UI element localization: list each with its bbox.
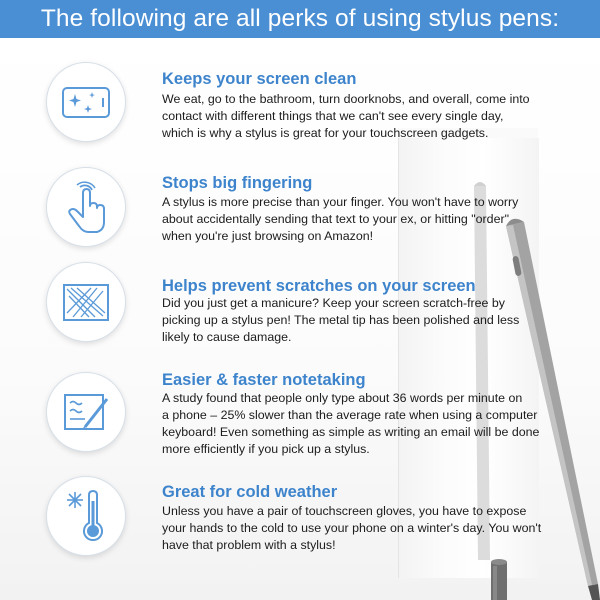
feature-description (162, 295, 582, 346)
feature-title: Easier & faster notetaking (162, 371, 366, 389)
description-line: about accidentally sending that text to your ex, or hitting "order" (162, 212, 509, 226)
description-line: which is why a stylus is great for your touchscreen gadgets. (162, 126, 489, 140)
feature-title: Stops big fingering (162, 174, 313, 192)
notepad-pen-icon (46, 372, 126, 452)
description-line: when you're just browsing on Amazon! (162, 229, 374, 243)
description-line: have that problem with a stylus! (162, 538, 336, 552)
feature-description (162, 194, 582, 245)
tap-hand-icon (46, 167, 126, 247)
scratched-screen-icon (46, 262, 126, 342)
description-line: more efficiently if you pick up a stylus. (162, 442, 370, 456)
feature-title: Great for cold weather (162, 483, 338, 501)
snowflake-thermometer-icon (46, 476, 126, 556)
feature-title: Keeps your screen clean (162, 70, 357, 88)
description-line: a phone – 25% slower than the average rate when using a computer (162, 408, 538, 422)
description-line: Unless you have a pair of touchscreen gloves, you have to expose (162, 504, 527, 518)
description-line: likely to cause damage. (162, 330, 292, 344)
page-title: The following are all perks of using stylus pens: (40, 5, 560, 32)
feature-description (162, 390, 582, 458)
feature-description (162, 91, 582, 142)
description-line: Did you just get a manicure? Keep your screen scratch-free by (162, 296, 505, 310)
description-line: We eat, go to the bathroom, turn doorknobs, and overall, come into (162, 92, 530, 106)
description-line: keyboard! Even something as simple as writing an email will be done (162, 425, 540, 439)
stylus-nib-cap (491, 559, 507, 600)
description-line: your hands to the cold to use your phone on a winter's day. You won't (162, 521, 542, 535)
description-line: contact with different things that we can't see every single day, (162, 109, 504, 123)
feature-title: Helps prevent scratches on your screen (162, 277, 476, 295)
feature-description (162, 503, 582, 554)
description-line: A stylus is more precise than your finger. You won't have to worry (162, 195, 519, 209)
sparkle-screen-icon (46, 62, 126, 142)
description-line: A study found that people only type about 36 words per minute on (162, 391, 523, 405)
description-line: picking up a stylus pen! The metal tip has been polished and less (162, 313, 520, 327)
